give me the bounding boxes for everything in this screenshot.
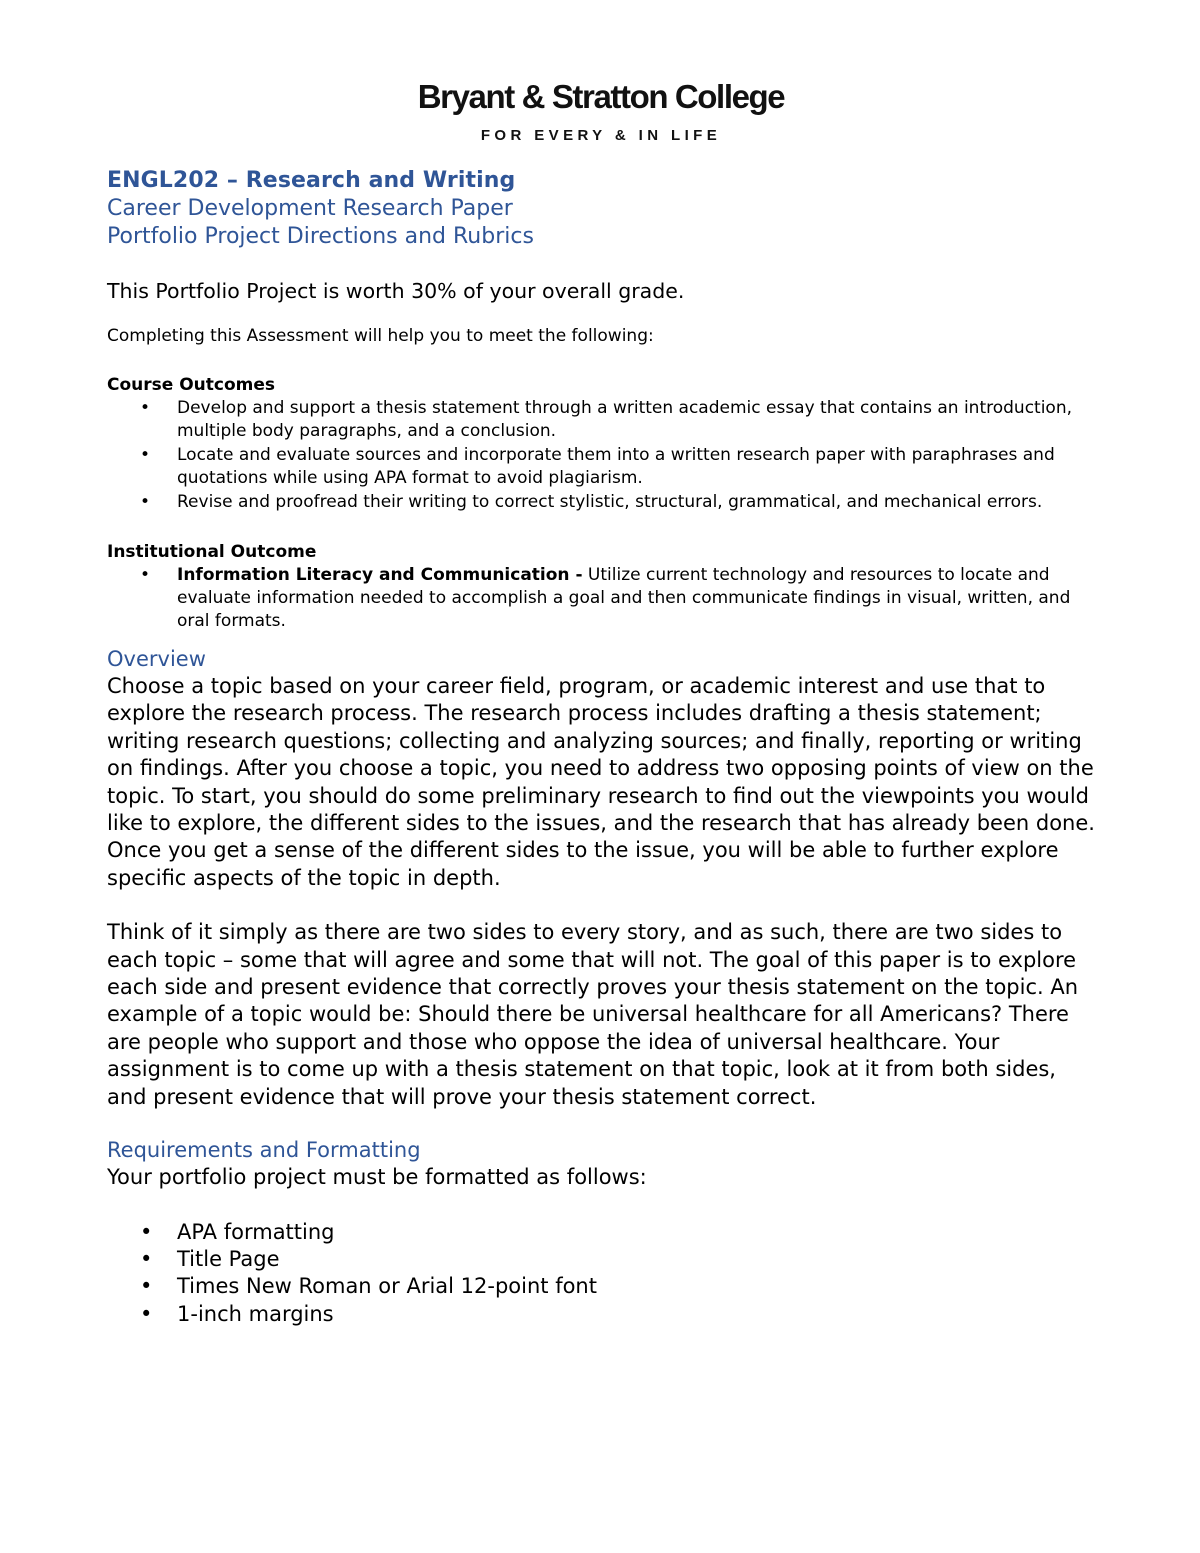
grade-weight-statement: This Portfolio Project is worth 30% of your overall grade. [107, 279, 685, 303]
outcome-text: Locate and evaluate sources and incorporate them into a written research paper with paraphrases and quotations while using APA format to avoid plagiarism. [177, 445, 1055, 488]
requirement-text: Title Page [177, 1246, 280, 1271]
list-item [107, 1246, 1097, 1273]
assessment-intro: Completing this Assessment will help you to meet the following: [107, 326, 654, 346]
list-item [107, 491, 1097, 514]
logo-name: Bryant & Stratton College [417, 78, 785, 115]
list-item [107, 564, 1097, 633]
list-item [107, 444, 1097, 490]
requirement-text: APA formatting [177, 1219, 335, 1244]
college-logo [0, 78, 1200, 145]
outcome-text: Utilize current technology and resources to locate and evaluate information needed to accomplish a goal and then communicate findings in visual, written, and oral formats. [177, 565, 1071, 631]
bullet-icon: • [140, 398, 151, 418]
institutional-outcome-list [107, 564, 1097, 633]
course-outcomes-label: Course Outcomes [107, 375, 276, 395]
course-outcomes-list [107, 397, 1097, 514]
outcome-text: Revise and proofread their writing to correct stylistic, structural, grammatical, and mechanical errors. [177, 492, 1043, 512]
overview-paragraph: Choose a topic based on your career field, program, or academic interest and use that to explore the research process. The research process includes drafting a thesis statement; writing research questions; collecting and analyzing sources; and finally, reporting or writing on findings. After you choose a topic, you need to address two opposing points of view on the topic. To start, you should do some preliminary research to find out the viewpoints you would like to explore, the different sides to the issues, and the research that has already been done. Once you get a sense of the different sides to the issue, you will be able to further explore specific aspects of the topic in depth. [107, 674, 1095, 890]
requirements-heading: Requirements and Formatting [107, 1138, 421, 1163]
bullet-icon: • [140, 445, 151, 465]
course-title: ENGL202 – Research and Writing [107, 168, 516, 193]
bullet-icon: • [140, 1219, 153, 1244]
bullet-icon: • [140, 1246, 153, 1271]
requirement-text: Times New Roman or Arial 12-point font [177, 1274, 597, 1299]
assignment-title: Career Development Research Paper [107, 196, 513, 221]
list-item [107, 1273, 1097, 1300]
logo-tagline: FOR EVERY & IN LIFE [480, 127, 722, 144]
requirement-text: 1-inch margins [177, 1301, 334, 1326]
bullet-icon: • [140, 1301, 153, 1326]
list-item [107, 1219, 1097, 1246]
institutional-outcome-label: Institutional Outcome [107, 542, 317, 562]
bullet-icon: • [140, 565, 151, 585]
requirements-list [107, 1219, 1097, 1329]
document-subtitle: Portfolio Project Directions and Rubrics [107, 224, 534, 249]
bullet-icon: • [140, 1274, 153, 1299]
outcome-text: Develop and support a thesis statement through a written academic essay that contains an introduction, multiple body paragraphs, and a conclusion. [177, 398, 1073, 441]
outcome-title: Information Literacy and Communication - [177, 565, 583, 585]
list-item [107, 397, 1097, 443]
list-item [107, 1301, 1097, 1328]
overview-paragraph: Think of it simply as there are two sides to every story, and as such, there are two sides to each topic – some that will agree and some that will not. The goal of this paper is to explore each side and present evidence that correctly proves your thesis statement on the topic. An example of a topic would be: Should there be universal healthcare for all Americans? There are people who support and those who oppose the idea of universal healthcare. Your assignment is to come up with a thesis statement on that topic, look at it from both sides, and present evidence that will prove your thesis statement correct. [107, 920, 1079, 1109]
document-body [107, 167, 1097, 1328]
requirements-intro: Your portfolio project must be formatted as follows: [107, 1165, 647, 1190]
overview-heading: Overview [107, 647, 206, 671]
bullet-icon: • [140, 492, 151, 512]
